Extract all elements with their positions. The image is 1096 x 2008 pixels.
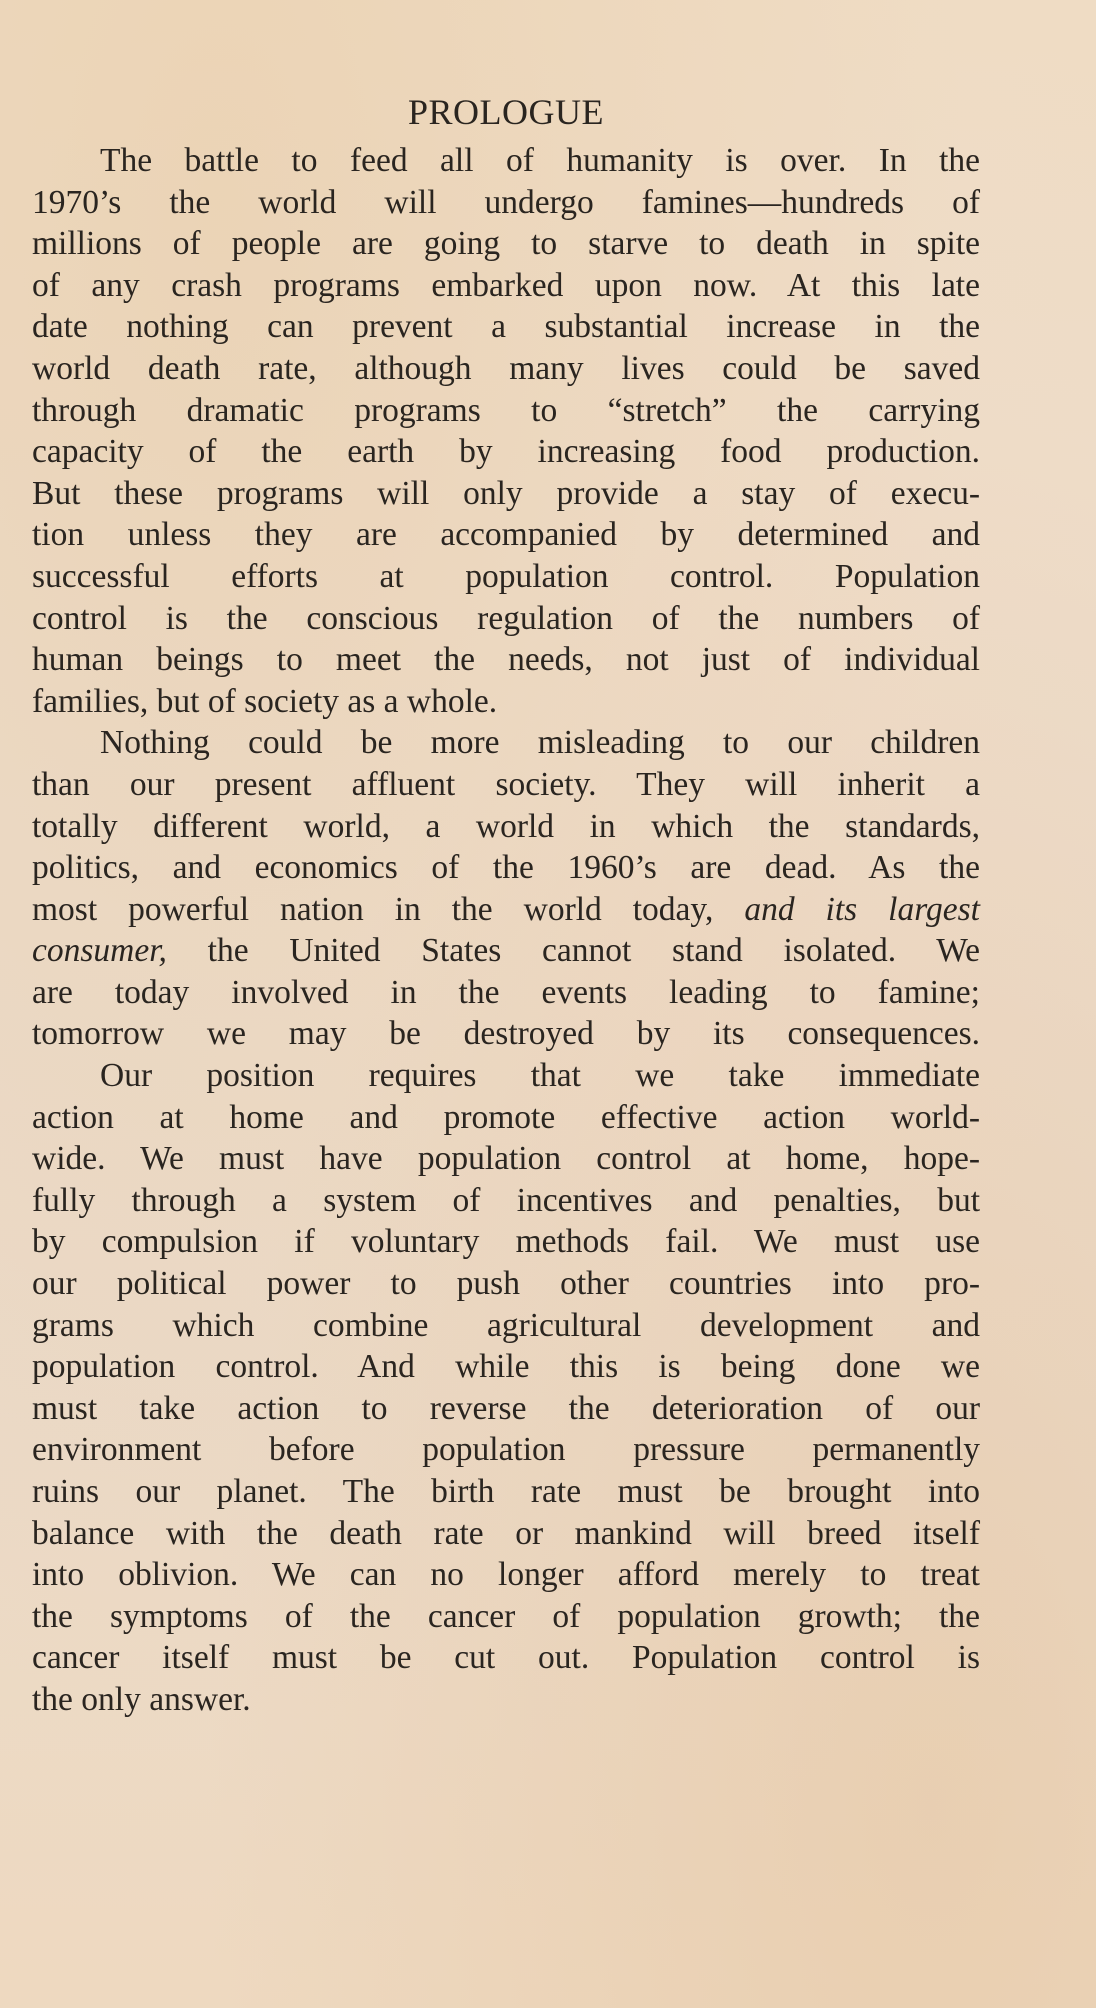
text-line: The battle to feed all of humanity is over. In the xyxy=(100,142,980,179)
text-line: than our present affluent society. They will inherit a xyxy=(32,765,980,803)
text-line: the only answer. xyxy=(32,1680,251,1718)
text-line: cancer itself must be cut out. Population control is xyxy=(32,1639,980,1677)
text-line: through dramatic programs to “stretch” the carrying xyxy=(32,391,980,429)
italic-text: consumer, xyxy=(32,932,167,970)
text-line: politics, and economics of the 1960’s are dead. As the xyxy=(32,849,980,887)
text-line: of any crash programs embarked upon now. At this late xyxy=(32,266,980,304)
text-segment: most powerful nation in the world today, xyxy=(32,890,714,928)
text-line: successful efforts at population control. Population xyxy=(32,557,980,595)
text-line: capacity of the earth by increasing food production. xyxy=(32,433,980,471)
text-line: the symptoms of the cancer of population growth; the xyxy=(32,1597,980,1635)
text-line: environment before population pressure permanently xyxy=(32,1431,980,1469)
text-line: balance with the death rate or mankind will breed itself xyxy=(32,1514,980,1552)
text-line: Nothing could be more misleading to our children xyxy=(100,724,980,762)
paragraph-1 xyxy=(32,140,980,722)
text-line: world death rate, although many lives could be saved xyxy=(32,349,980,387)
text-line: by compulsion if voluntary methods fail. We must use xyxy=(32,1223,980,1261)
text-line: millions of people are going to starve to death in spite xyxy=(32,225,980,263)
text-line xyxy=(32,889,980,931)
text-line: tomorrow we may be destroyed by its consequences. xyxy=(32,1015,980,1053)
text-line: are today involved in the events leading to famine; xyxy=(32,973,980,1011)
text-line: our political power to push other countries into pro- xyxy=(32,1265,980,1303)
text-line: into oblivion. We can no longer afford merely to treat xyxy=(32,1556,980,1594)
text-line: tion unless they are accompanied by determined and xyxy=(32,516,980,554)
text-line: fully through a system of incentives and penalties, but xyxy=(32,1181,980,1219)
text-line: population control. And while this is being done we xyxy=(32,1348,980,1386)
paragraph-3 xyxy=(32,1055,980,1721)
text-line: grams which combine agricultural development and xyxy=(32,1306,980,1344)
text-line: Our position requires that we take immediate xyxy=(100,1057,980,1095)
text-line: totally different world, a world in which the standards, xyxy=(32,807,980,845)
text-line: wide. We must have population control at home, hope- xyxy=(32,1140,980,1178)
text-line: must take action to reverse the deterioration of our xyxy=(32,1389,980,1427)
text-segment: the United States cannot stand isolated. We xyxy=(207,932,981,970)
text-line: action at home and promote effective action world- xyxy=(32,1098,980,1136)
text-line: But these programs will only provide a stay of execu- xyxy=(32,474,980,512)
page-title: PROLOGUE xyxy=(407,92,604,132)
text-line: families, but of society as a whole. xyxy=(32,682,498,720)
italic-text: and its largest xyxy=(744,890,980,928)
paragraph-2 xyxy=(32,722,980,1055)
text-line: 1970’s the world will undergo famines—hundreds of xyxy=(32,183,980,221)
text-line: ruins our planet. The birth rate must be brought into xyxy=(32,1473,980,1510)
text-line xyxy=(32,930,980,972)
text-line: human beings to meet the needs, not just of individual xyxy=(32,641,980,679)
text-line: control is the conscious regulation of the numbers of xyxy=(32,599,980,637)
prologue-text xyxy=(32,80,980,1721)
text-line: date nothing can prevent a substantial increase in the xyxy=(32,308,980,346)
